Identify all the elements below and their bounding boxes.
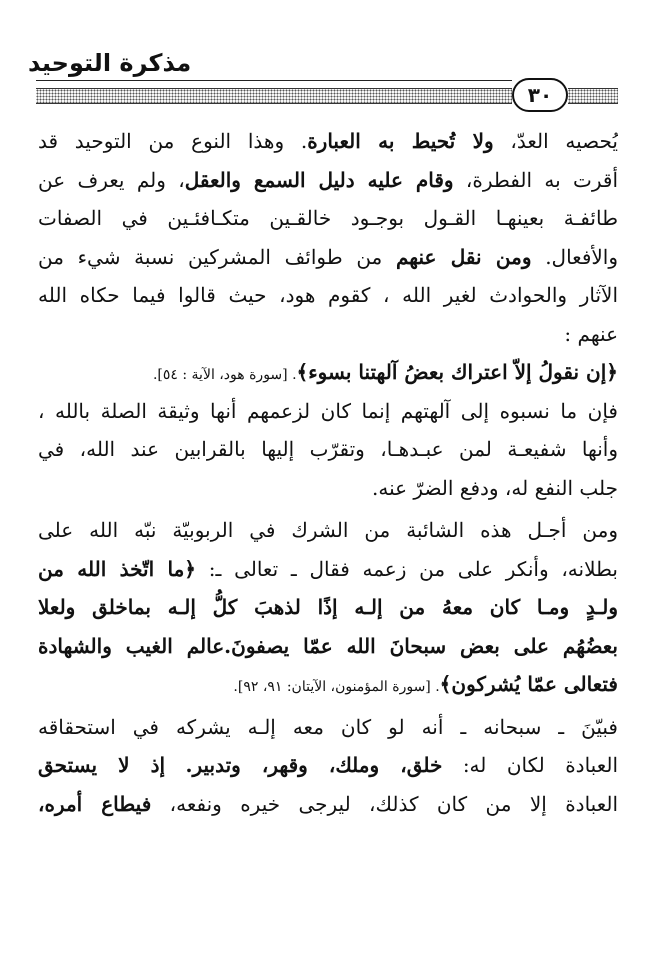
text-line [38, 161, 618, 200]
page-number: ٣٠ [512, 78, 568, 112]
verse-citation: . [سورة المؤمنون، الآيتان: ٩١، ٩٢]. [233, 679, 440, 695]
bold-text-run: ولا تُحيط به العبارة [307, 129, 494, 153]
text-run [165, 753, 185, 777]
body-text [38, 122, 618, 823]
bold-text-run: وقام عليه دليل السمع والعقل [184, 167, 454, 192]
text-line: ومن أجـل هذه الشائبة من الشرك في الربوبيّة نبّه الله على [38, 518, 618, 542]
bold-text-run: ومن نقل عنهم [395, 244, 532, 269]
quran-verse: ﴿إن نقولُ إلاّ اعتراك بعضُ آلهتنا بسوء﴾ [296, 360, 618, 384]
header-rule [36, 88, 512, 104]
text-line [38, 785, 618, 824]
verse-line [38, 665, 618, 704]
text-line [38, 122, 618, 161]
verse-line: بعضُهُم على بعض سبحانَ الله عمّا يصفونَ.عالم الغيب والشهادة [38, 633, 618, 658]
text-run: العبادة إلا من كان كذلك، ليرجى خيره ونفعه، [151, 791, 618, 816]
text-run: ، ولم يعرف عن [38, 167, 185, 192]
verse-citation: . [سورة هود، الآية : ٥٤]. [152, 367, 297, 383]
text-line: جلب النفع له، ودفع الضرّ عنه. [372, 475, 618, 500]
verse-line: ولـدٍ ومـا كان معهُ من إلـه إذًا لذهبَ كلُّ إلـه بماخلق ولعلا [38, 595, 618, 619]
text-line: طائفـة بعينهـا القـول بوجـود خالقـين متكـافئـين في الصفات [38, 206, 618, 230]
quran-verse: ﴿ما اتّخذ الله من [38, 556, 197, 581]
text-line: فبيّنَ ـ سبحانه ـ أنه لو كان معه إلـه يشركه في استحقاقه [38, 714, 618, 739]
text-run: العبادة لكان له: [442, 753, 618, 777]
bold-text-run: إذ لا يستحق [38, 753, 166, 777]
bold-text-run: فيطاع أمره، [38, 791, 152, 816]
text-run: يُحصيه العدّ، [493, 129, 618, 153]
bold-text-run: خلق، وملك، وقهر، وتدبير. [185, 753, 443, 777]
text-run: بطلانه، وأنكر على من زعمه فقال ـ تعالى ـ: [196, 556, 618, 581]
text-run: من طوائف المشركين نسبة شيء من [38, 244, 396, 269]
verse-line [38, 353, 618, 392]
text-line: عنهم : [564, 321, 618, 346]
text-run: . وهذا النوع من التوحيد قد [38, 129, 308, 153]
text-line [38, 746, 618, 785]
text-run: والأفعال. [531, 244, 618, 269]
text-line [38, 238, 618, 277]
text-run: أقرت به الفطرة، [453, 167, 618, 192]
header-rule-right [568, 88, 618, 104]
text-line [38, 550, 618, 589]
header-rule-line [36, 80, 512, 81]
text-line: فإن ما نسبوه إلى آلهتهم إنما كان لزعمهم أنها وثيقة الصلة بالله ، [38, 398, 618, 423]
running-title: مذكرة التوحيد [28, 49, 192, 77]
text-line: وأنها شفيعـة لمن عبـدهـا، وتقرّب إليها بالقرابين عند الله، في [38, 437, 618, 461]
text-line: الآثار والحوادث لغير الله ، كقوم هود، حيث قالوا فيما حكاه الله [38, 283, 618, 307]
quran-verse: فتعالى عمّا يُشركون﴾ [439, 672, 618, 696]
